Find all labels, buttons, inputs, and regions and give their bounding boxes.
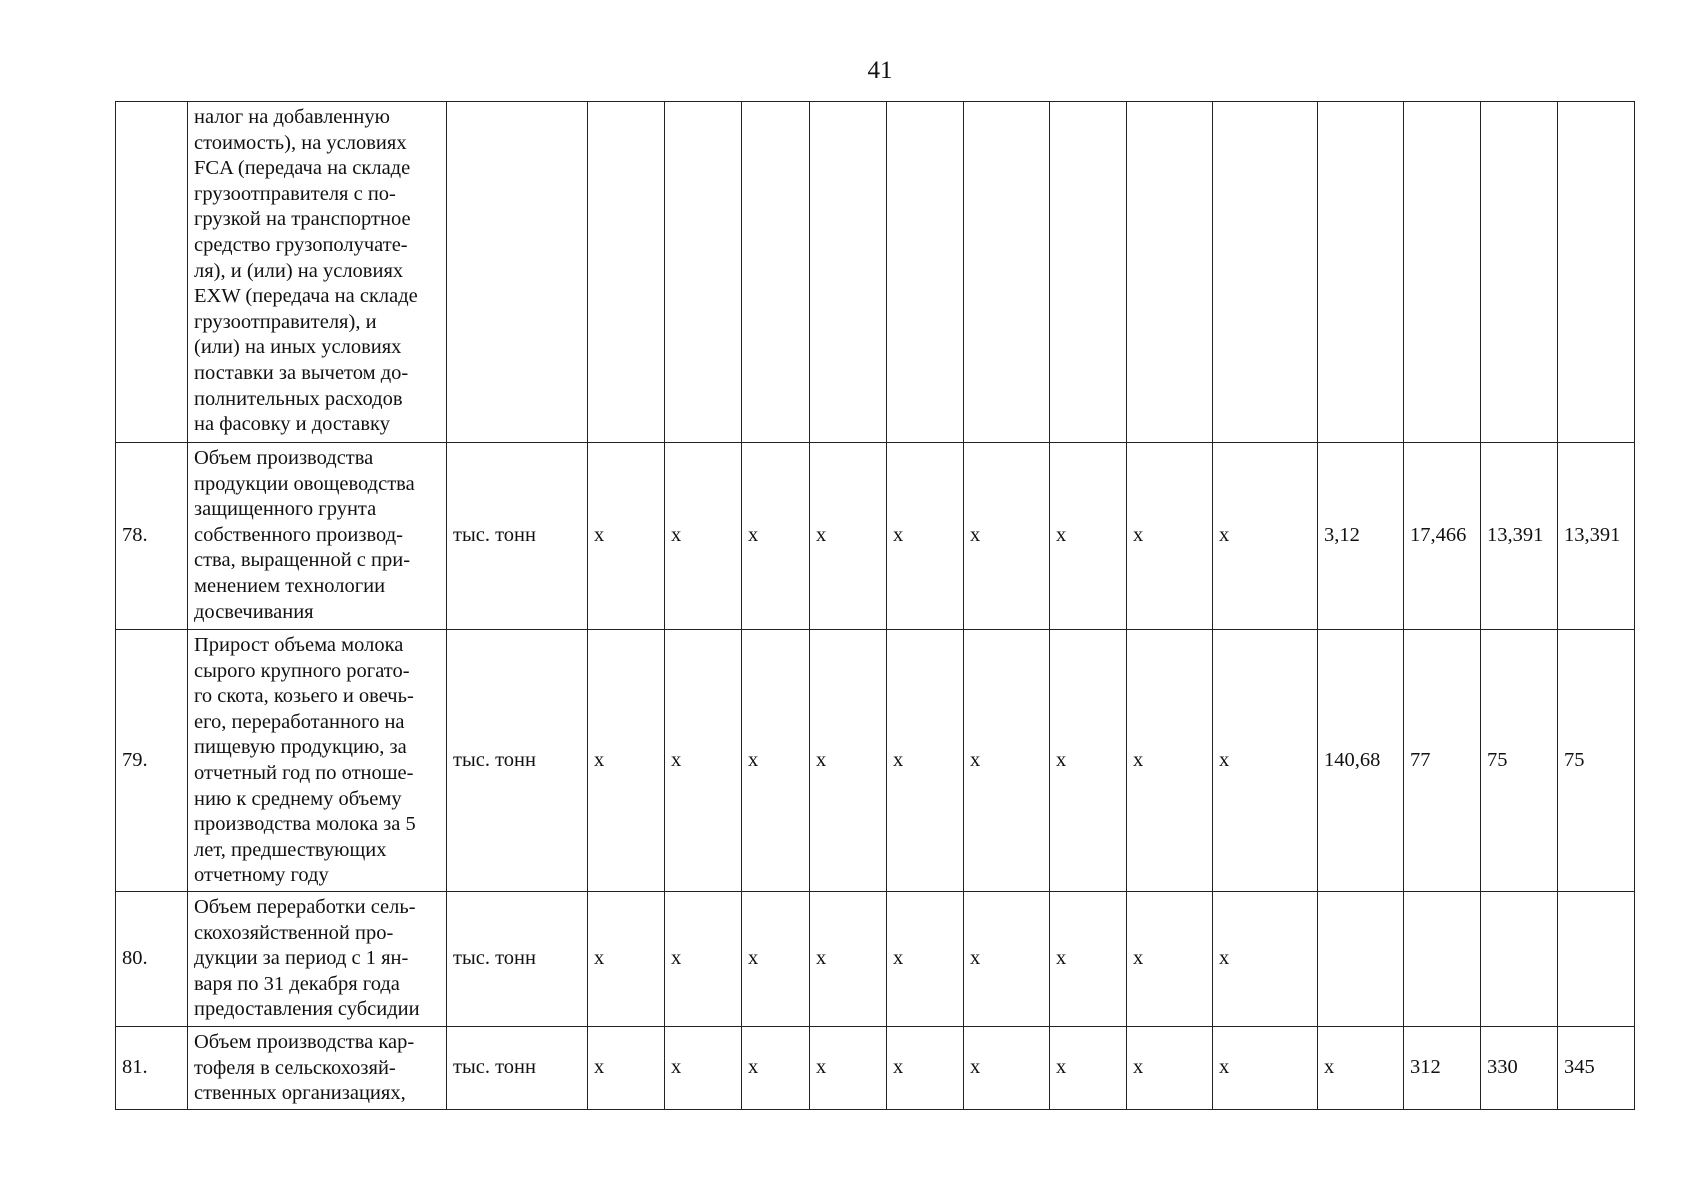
table-row (116, 630, 1635, 892)
description-line: FCA (передача на складе (194, 157, 411, 180)
indicator-description (188, 102, 447, 443)
value-cell: х (964, 892, 1050, 1027)
value-cell: х (964, 443, 1050, 630)
unit-cell: тыс. тонн (447, 892, 588, 1027)
description-line: го скота, козьего и овечь- (194, 685, 414, 708)
value-cell (1558, 102, 1635, 443)
description-line: Объем производства кар- (194, 1031, 415, 1053)
value-cell (1404, 102, 1481, 443)
value-cell: х (742, 892, 810, 1027)
description-line: досвечивания (194, 600, 314, 623)
value-cell: 3,12 (1318, 443, 1404, 630)
description-line: EXW (передача на складе (194, 285, 418, 308)
value-cell: 312 (1404, 1027, 1481, 1110)
description-line: грузкой на транспортное (194, 208, 411, 231)
value-cell: 330 (1481, 1027, 1558, 1110)
description-line: (или) на иных условиях (194, 336, 402, 359)
unit-cell: тыс. тонн (447, 630, 588, 892)
value-cell: 345 (1558, 1027, 1635, 1110)
description-line: Прирост объема молока (194, 634, 404, 656)
value-cell: х (1318, 1027, 1404, 1110)
indicator-description (188, 443, 447, 630)
value-cell: х (665, 630, 742, 892)
description-line: Объем производства (194, 447, 374, 469)
value-cell: х (887, 630, 964, 892)
value-cell: х (665, 892, 742, 1027)
description-line: сырого крупного рогато- (194, 659, 410, 682)
value-cell: х (964, 630, 1050, 892)
value-cell (1318, 102, 1404, 443)
value-cell: 140,68 (1318, 630, 1404, 892)
value-cell (588, 102, 665, 443)
value-cell: 75 (1558, 630, 1635, 892)
description-line: на фасовку и доставку (194, 413, 390, 436)
value-cell (742, 102, 810, 443)
value-cell: х (1213, 892, 1318, 1027)
value-cell (1213, 102, 1318, 443)
indicator-description (188, 630, 447, 892)
value-cell: х (742, 443, 810, 630)
description-line: поставки за вычетом до- (194, 361, 409, 384)
description-line: грузоотправителя), и (194, 310, 377, 333)
description-line: производства молока за 5 (194, 813, 416, 836)
value-cell: х (810, 1027, 887, 1110)
description-line: скохозяйственной про- (194, 921, 394, 944)
page-number: 41 (867, 57, 893, 84)
value-cell (887, 102, 964, 443)
value-cell: х (810, 630, 887, 892)
description-line: полнительных расходов (194, 387, 403, 410)
row-number: 81. (116, 1027, 188, 1110)
description-line: менением технологии (194, 574, 386, 597)
value-cell (1404, 892, 1481, 1027)
description-line: налог на добавленную (194, 106, 390, 128)
description-line: предоставления субсидии (194, 998, 420, 1021)
value-cell (1481, 892, 1558, 1027)
value-cell (810, 102, 887, 443)
table-row (116, 102, 1635, 443)
value-cell: х (665, 1027, 742, 1110)
description-line: дукции за период с 1 ян- (194, 947, 409, 970)
value-cell: х (588, 1027, 665, 1110)
description-line: варя по 31 декабря года (194, 972, 400, 995)
value-cell: х (1213, 630, 1318, 892)
description-line: ства, выращенной с при- (194, 549, 411, 572)
description-line: его, переработанного на (194, 710, 405, 733)
value-cell: х (810, 443, 887, 630)
description-line: стоимость), на условиях (194, 131, 407, 154)
table-row (116, 892, 1635, 1027)
row-number: 80. (116, 892, 188, 1027)
value-cell: х (1050, 892, 1127, 1027)
description-line: продукции овощеводства (194, 472, 415, 495)
value-cell: х (810, 892, 887, 1027)
description-line: собственного производ- (194, 523, 403, 546)
description-line: нию к среднему объему (194, 787, 402, 810)
row-number: 79. (116, 630, 188, 892)
value-cell: 17,466 (1404, 443, 1481, 630)
value-cell: х (1213, 443, 1318, 630)
value-cell: х (742, 1027, 810, 1110)
value-cell: 75 (1481, 630, 1558, 892)
unit-cell (447, 102, 588, 443)
value-cell: х (665, 443, 742, 630)
description-line: ля), и (или) на условиях (194, 259, 404, 282)
value-cell: х (1127, 892, 1213, 1027)
description-line: средство грузополучате- (194, 233, 408, 256)
description-line: отчетному году (194, 864, 329, 887)
row-number (116, 102, 188, 443)
value-cell: х (964, 1027, 1050, 1110)
value-cell (964, 102, 1050, 443)
value-cell (1127, 102, 1213, 443)
value-cell (1558, 892, 1635, 1027)
value-cell: 77 (1404, 630, 1481, 892)
table-row (116, 443, 1635, 630)
value-cell: х (1127, 630, 1213, 892)
description-line: лет, предшествующих (194, 838, 387, 861)
indicator-description (188, 1027, 447, 1110)
indicator-description (188, 892, 447, 1027)
value-cell: х (588, 630, 665, 892)
row-number: 78. (116, 443, 188, 630)
value-cell (1050, 102, 1127, 443)
value-cell: х (1050, 443, 1127, 630)
unit-cell: тыс. тонн (447, 1027, 588, 1110)
value-cell: х (887, 1027, 964, 1110)
value-cell: х (588, 892, 665, 1027)
value-cell: х (1127, 1027, 1213, 1110)
value-cell (665, 102, 742, 443)
description-line: грузоотправителя с по- (194, 182, 396, 205)
description-line: ственных организациях, (194, 1082, 406, 1105)
value-cell: х (887, 892, 964, 1027)
description-line: Объем переработки сель- (194, 896, 416, 918)
description-line: отчетный год по отноше- (194, 761, 414, 784)
value-cell: х (1050, 630, 1127, 892)
unit-cell: тыс. тонн (447, 443, 588, 630)
value-cell: х (588, 443, 665, 630)
value-cell (1481, 102, 1558, 443)
table-row (116, 1027, 1635, 1110)
description-line: защищенного грунта (194, 498, 377, 521)
description-line: тофеля в сельскохозяй- (194, 1056, 396, 1079)
value-cell: х (1127, 443, 1213, 630)
value-cell: 13,391 (1481, 443, 1558, 630)
value-cell: х (887, 443, 964, 630)
description-line: пищевую продукцию, за (194, 736, 407, 759)
value-cell (1318, 892, 1404, 1027)
value-cell: 13,391 (1558, 443, 1635, 630)
value-cell: х (1213, 1027, 1318, 1110)
indicators-table (115, 101, 1635, 1110)
value-cell: х (1050, 1027, 1127, 1110)
value-cell: х (742, 630, 810, 892)
